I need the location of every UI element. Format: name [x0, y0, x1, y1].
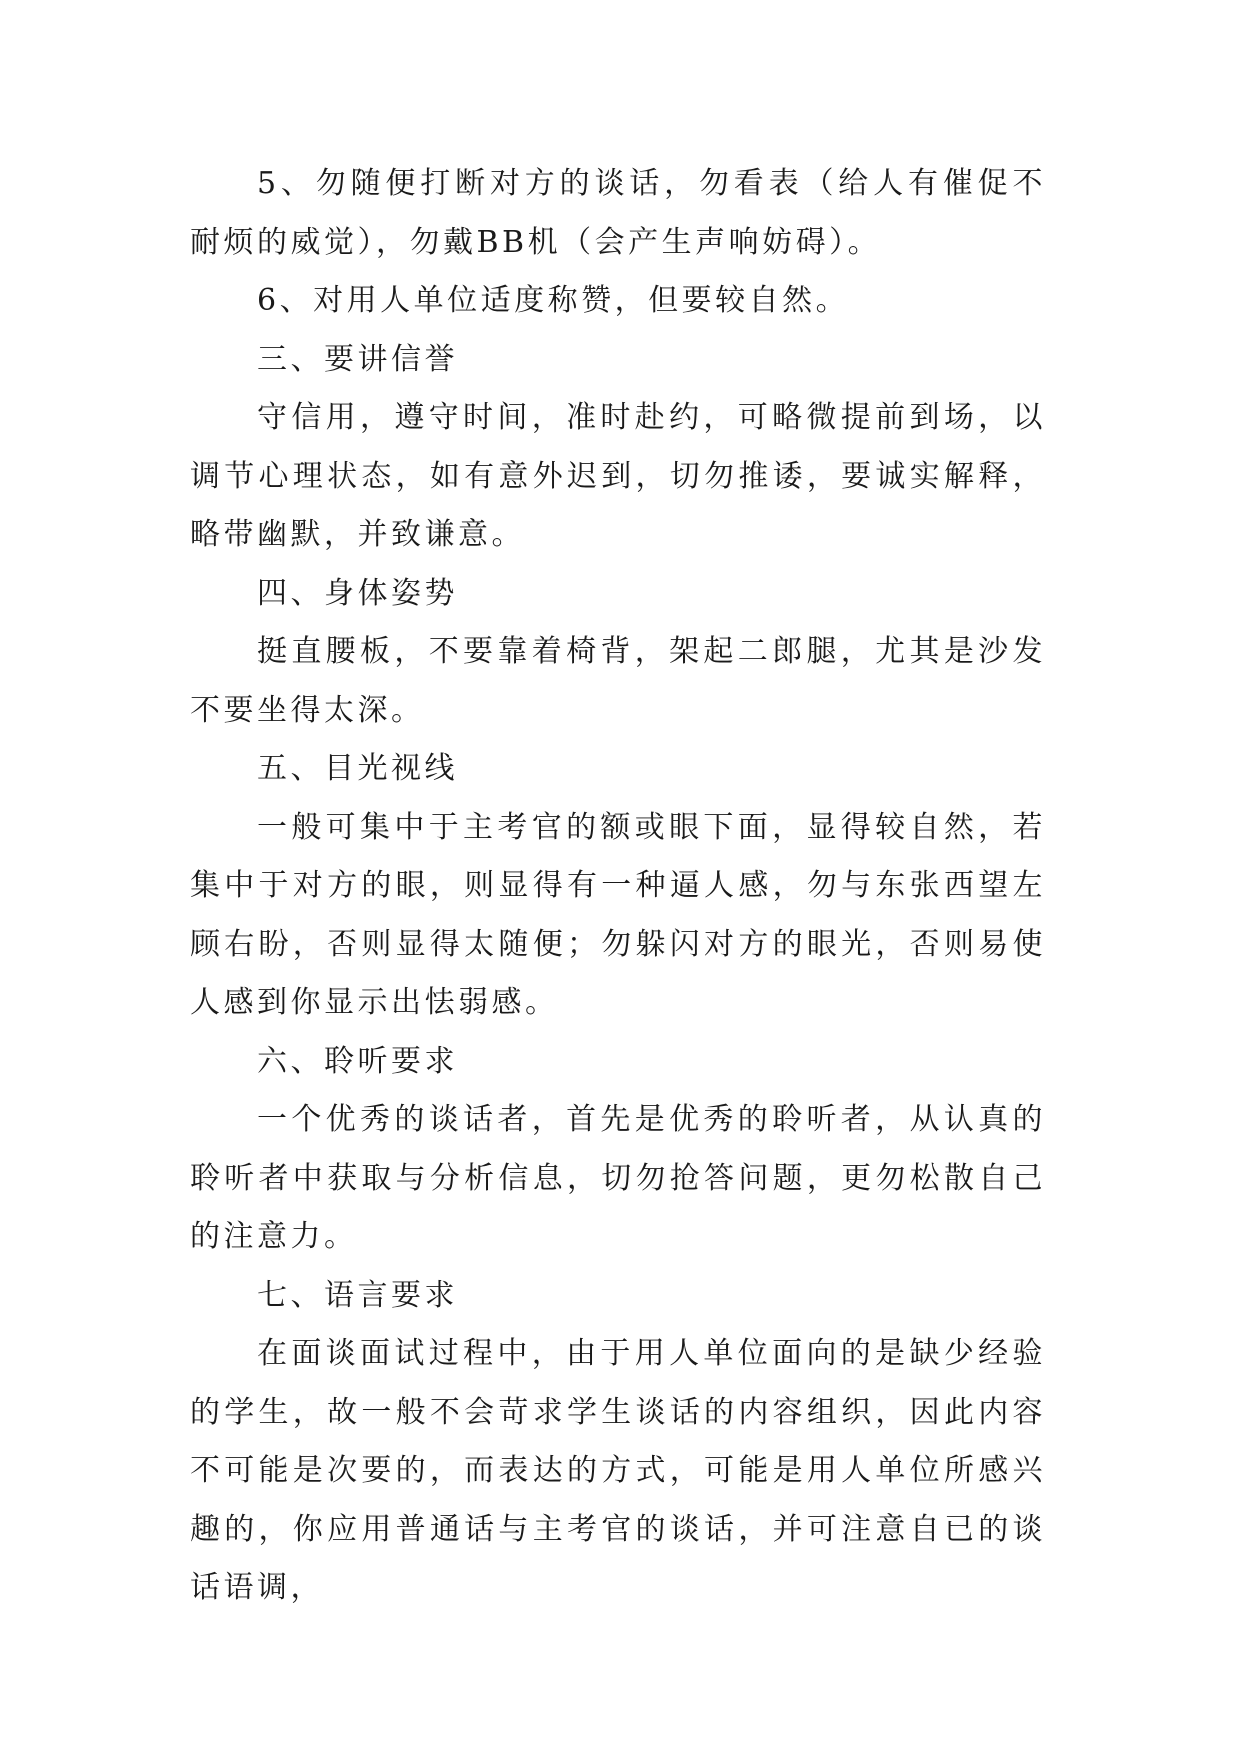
paragraph-item-6: 6、对用人单位适度称赞，但要较自然。	[257, 283, 850, 318]
document-body	[190, 155, 1046, 1618]
section-heading-6: 六、聆听要求	[257, 1043, 458, 1079]
section-heading-5: 五、目光视线	[257, 751, 458, 786]
paragraph-listening: 一个优秀的谈话者，首先是优秀的聆听者，从认真的聆听者中获取与分析信息，切勿抢答问题，更勿松散自己的注意力。	[190, 1102, 1046, 1254]
section-heading-3: 三、要讲信誉	[257, 341, 458, 377]
paragraph-item-5: 5、勿随便打断对方的谈话，勿看表（给人有催促不耐烦的威觉），勿戴BB机（会产生声响妨碍）。	[190, 166, 1046, 260]
paragraph-posture: 挺直腰板，不要靠着椅背，架起二郎腿，尤其是沙发不要坐得太深。	[190, 634, 1046, 728]
section-heading-4: 四、身体姿势	[257, 575, 458, 611]
paragraph-credibility: 守信用，遵守时间，准时赴约，可略微提前到场，以调节心理状态，如有意外迟到，切勿推诿，要诚实解释，略带幽默，并致谦意。	[190, 400, 1046, 552]
paragraph-eye-contact: 一般可集中于主考官的额或眼下面，显得较自然，若集中于对方的眼，则显得有一种逼人感，勿与东张西望左顾右盼，否则显得太随便；勿躲闪对方的眼光，否则易使人感到你显示出怯弱感。	[190, 809, 1046, 1020]
paragraph-language: 在面谈面试过程中，由于用人单位面向的是缺少经验的学生，故一般不会苛求学生谈话的内容组织，因此内容不可能是次要的，而表达的方式，可能是用人单位所感兴趣的，你应用普通话与主考官的谈话，并可注意自已的谈话语调，	[190, 1336, 1046, 1605]
section-heading-7: 七、语言要求	[257, 1277, 458, 1313]
